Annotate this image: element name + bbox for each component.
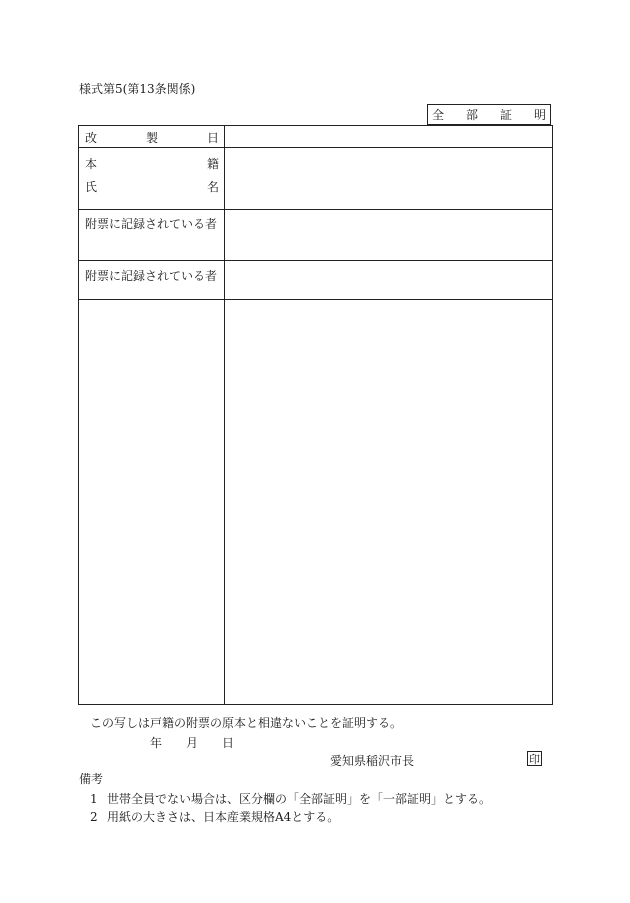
- date-line: [150, 734, 234, 751]
- column-divider: [224, 126, 225, 704]
- certificate-type-box: [427, 104, 551, 125]
- label-char: 氏: [85, 180, 98, 194]
- recorded-person-label-2: 附票に記録されている者: [85, 269, 218, 283]
- form-label: 様式第5(第13条関係): [79, 82, 196, 96]
- certificate-type-char: 全: [432, 108, 445, 122]
- row-divider: [79, 147, 552, 148]
- seal-mark: 印: [529, 752, 540, 766]
- row-divider: [79, 299, 552, 300]
- note-number: 2: [90, 810, 98, 824]
- label-char: 製: [145, 131, 158, 145]
- notes-title: 備考: [79, 772, 104, 786]
- label-char: 本: [85, 157, 98, 171]
- recorded-person-label-1: 附票に記録されている者: [85, 217, 218, 231]
- date-month: 月: [186, 736, 199, 750]
- label-char: 籍: [206, 157, 219, 171]
- date-day: 日: [222, 736, 235, 750]
- note-item: [90, 790, 491, 807]
- label-char: 改: [85, 131, 98, 145]
- note-number: 1: [90, 792, 98, 806]
- date-year: 年: [150, 736, 163, 750]
- register-table: [78, 125, 553, 705]
- issuer-name: 愛知県稲沢市長: [330, 754, 415, 768]
- name-label: [85, 178, 219, 195]
- row-divider: [79, 260, 552, 261]
- revision-date-label: [85, 129, 219, 146]
- certificate-type-char: 明: [533, 108, 546, 122]
- certification-statement: この写しは戸籍の附票の原本と相違ないことを証明する。: [90, 716, 403, 730]
- certificate-type-char: 証: [499, 108, 512, 122]
- row-divider: [79, 209, 552, 210]
- honseki-label: [85, 155, 219, 172]
- label-char: 日: [206, 131, 219, 145]
- note-text: 世帯全員でない場合は、区分欄の「全部証明」を「一部証明」とする。: [107, 792, 492, 806]
- certificate-type-char: 部: [465, 108, 478, 122]
- note-text: 用紙の大きさは、日本産業規格A4とする。: [107, 810, 340, 824]
- note-item: [90, 808, 339, 825]
- label-char: 名: [206, 180, 219, 194]
